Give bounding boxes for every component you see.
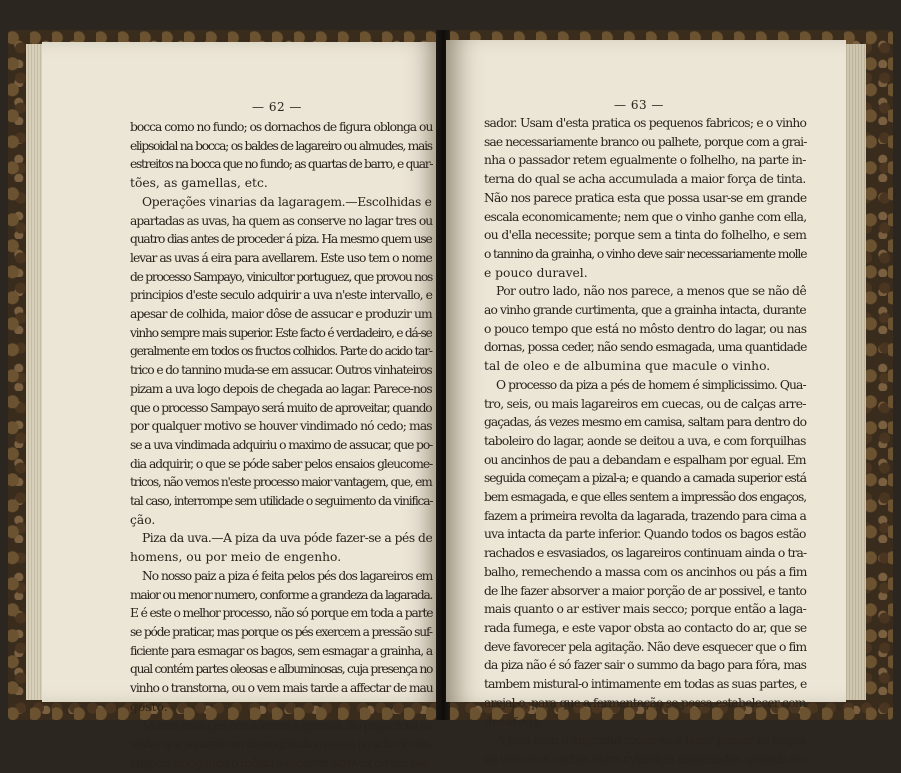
text-line: por qualquer motivo se houver vindimado nó cedo; mas [130,419,432,434]
text-line: se a uva vindimada adquiriu o maximo de assucar, que po- [130,437,433,452]
text-line: terna do qual se acha accumulada a maior força de tinta. [484,172,806,187]
text-line: geralmente em todos os fructos colhidos. Parte do acido tar- [130,344,432,359]
text-line: homens, ou por meio de engenho. [130,550,342,565]
text-line: trico e do tannino muda-se em assucar. Outros vinhateiros [130,363,432,378]
text-line: mais quanto o ar estiver mais secco; porque então a laga- [484,602,807,617]
text-line: ou ancinhos de pau a debandam e espalham por egual. Em [484,452,806,467]
text-line: escala economicamente; nem que o vinho ganhe com ella, [484,209,807,224]
right-page-edges [844,44,866,700]
text-line: da uva ou os cachos entre cyllindros acanellados, girando em [484,751,807,766]
text-line: elipsoidal na bocca; os baldes de lagareiro ou almudes, mais [130,138,432,153]
text-line: bocca como no fundo; os dornachos de figura oblonga ou [130,120,433,134]
text-line: Piza da uva.—A piza da uva póde fazer-se a pés de [142,531,433,546]
text-line: se póde praticar, mas porque os pés exercem a pressão suf- [130,624,432,639]
text-line: taboleiro do lagar, aonde se deitou a uva, e com forquilhas [484,433,806,448]
text-line: quatro dias antes de proceder á piza. Ha mesmo quem use [130,232,432,247]
right-page [446,40,846,766]
left-page-text [130,118,432,773]
text-line: vinho, que separam ou desengrainham a uva no acto do des- [130,737,432,752]
text-line: ou d'ella necessite; porque sem a tinta do folhelho, e sem [484,228,807,243]
text-line: desafogo. [484,714,544,729]
text-line: sador. Usam d'esta pratica os pequenos fabricos; e o vinho [484,116,807,130]
text-line: ao vinho grande curtimenta, que a grainha intacta, durante [484,303,806,318]
text-line: tal de oleo e de albumina que macule o vinho. [484,359,771,374]
text-line: deve favorecer pela agitação. Não deve esquecer que o fim [484,639,807,654]
text-line: uva intacta da parte inferior. Quando todos os bagos estão [484,527,806,542]
text-line: ção. [130,512,156,527]
text-line: A piza com o engenho reduz-se a fazer passar os bagos [496,733,807,748]
text-line: No nosso paiz a piza é feita pelos pés dos lagareiros em [142,568,433,583]
text-line: rachados e esvasiados, os lagareiros continuam ainda o tra- [484,546,807,561]
right-page-text [484,114,806,769]
text-line: qual contém partes oleosas e albuminosas, cuja presença no [130,662,433,677]
page-number-63: — 63 — [614,98,664,112]
page-number-62: — 62 — [252,100,302,114]
text-line: Muitos enologos consideram a grainha tão prejudicial ao [142,718,433,733]
text-line: e pouco duravel. [484,265,588,280]
text-line: dia adquirir, o que se póde saber pelos ensaios gleucome- [130,456,433,471]
text-line: nha o passador retem egualmente o folhelho, na parte in- [484,153,806,168]
text-line: ficiente para esmagar os bagos, sem esmagar a grainha, a [130,643,433,658]
text-line: maior ou menor numero, conforme a grandeza da lagarada. [130,587,433,602]
text-line: tal caso, interrompe sem utilidade o seguimento da vinifica- [130,494,433,509]
text-line: levar as uvas á eira para avellarem. Este uso tem o nome [130,250,432,265]
text-line: Por outro lado, não nos parece, a menos que se não dê [496,284,807,299]
text-line: gaçadas, ás vezes mesmo em camisa, saltam para dentro do [484,415,807,430]
text-line: dornas, possa ceder, não sendo esmagada, uma quantidade [484,340,807,355]
text-line: sae necessariamente branco ou palhete, porque com a grai- [484,134,807,149]
text-line: Não nos parece pratica esta que possa usar-se em grande [484,190,807,205]
text-line: tro, seis, ou mais lagareiros em cuecas, ou de calças arre- [484,396,806,411]
text-line: bem esmagada, e que elles sentem a impressão dos engaços, [484,490,807,505]
text-line: vinho sempre mais superior. Este facto é verdadeiro, e dá-se [130,325,432,340]
text-line: tricos, não vemos n'este processo maior vantagem, que, em [130,475,432,490]
text-line: apesar de colhida, maior dôse de assucar e produzir um [130,307,432,322]
text-line: de processo Sampayo, vinicultor portuguez, que provou nos [130,269,433,284]
text-line: pizam a uva logo depois de chegada ao lagar. Parece-nos [130,381,432,396]
text-line: estreitos na bocca que no fundo; as quartas de barro, e quar- [130,157,433,172]
text-line: seguida começam a pizal-a; e quando a camada superior está [484,471,806,486]
text-line: que o processo Sampayo será muito de aproveitar, quando [130,400,432,415]
text-line: arejal-o, para que a fermentação se possa estabelecer com [484,695,806,710]
text-line: tões, as gamellas, etc. [130,176,268,191]
text-line: vinho o transtorna, ou o vem mais tarde a affectar de mau [130,681,433,696]
text-line: o tannino da grainha, o vinho deve sair necessariamente molle [484,246,807,261]
text-line: gosto. [130,699,168,714]
text-line: E é este o melhor processo, não só porque em toda a parte [130,606,433,621]
text-line: engace, obrigando o môsto a escorrer atravez de um pas- [130,755,432,770]
text-line: da piza não é só fazer sair o summo da bago para fóra, mas [484,658,807,673]
text-line: Operações vinarias da lagaragem.—Escolhidas e [142,194,432,209]
text-line: balho, remechendo a massa com os ancinhos ou pás a fim [484,564,807,579]
text-line: fazem a primeira revolta da lagarada, trazendo para cima a [484,508,806,523]
left-page [42,42,440,770]
text-line: principios d'este seculo adquirir a uva n'este intervallo, e [130,288,432,303]
text-line: tambem mistural-o intimamente em todas as suas partes, e [484,677,807,692]
text-line: de lhe fazer absorver a maior porção de ar possivel, e tanto [484,583,807,598]
text-line: o pouco tempo que está no môsto dentro do lagar, ou nas [484,321,807,336]
text-line: O processo da piza a pés de homem é simplicissimo. Qua- [496,377,806,392]
text-line: rada fumega, e este vapor obsta ao contacto do ar, que se [484,620,807,635]
text-line: apartadas as uvas, ha quem as conserve no lagar tres ou [130,213,433,228]
